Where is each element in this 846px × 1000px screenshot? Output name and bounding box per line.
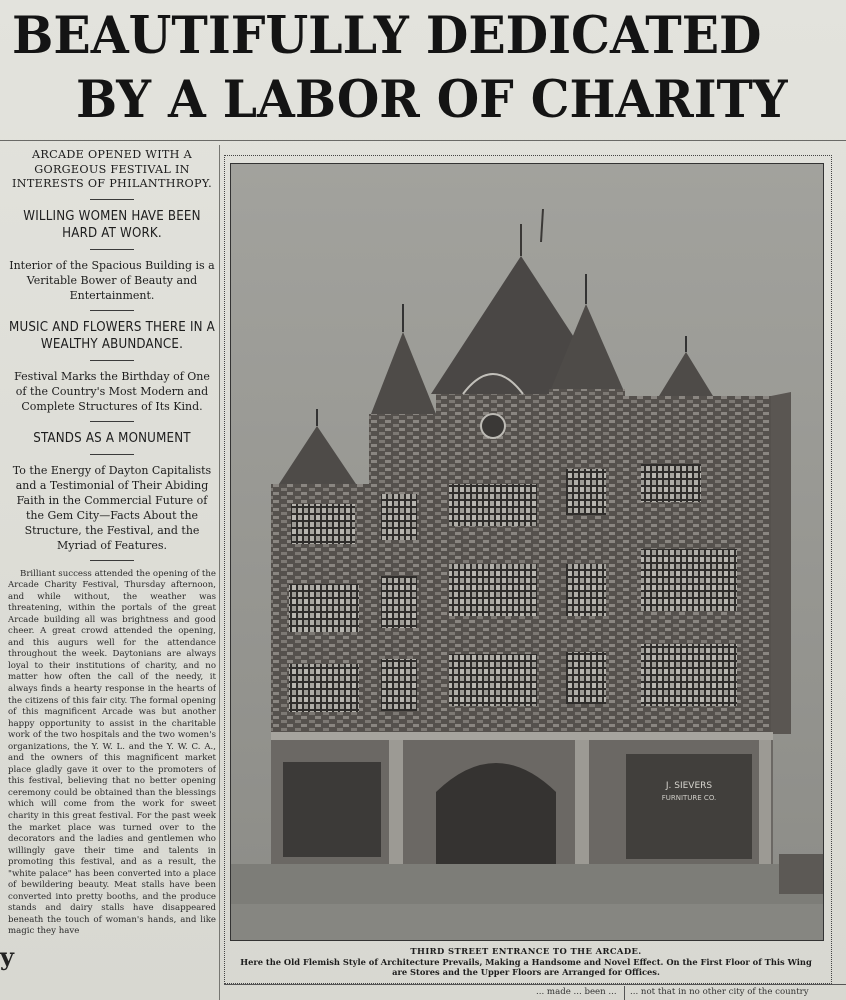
- deck-separator: [90, 360, 134, 361]
- arcade-building-photo: [231, 164, 823, 940]
- store-sign-line1: J. SIEVERS: [665, 781, 713, 791]
- deck-3: Interior of the Spacious Building is a Veritable Bower of Beauty and Entertainment.: [9, 258, 215, 302]
- deck-2: WILLING WOMEN HAVE BEEN HARD AT WORK.: [23, 208, 201, 241]
- article-body: Brilliant success attended the opening of the Arcade Charity Festival, Thursday afternoon, and while without, the weather was threatening, within the portals of the great Arcade building all was brightness and good cheer. A great crowd attended the opening, and this augurs well for the attendance throughout the week. Daytonians are always loyal to their institutions of charity, and no matter how often the call of the needy, it always finds a hearty response in the hearts of the citizens of this fair city. The formal opening of this magnificent Arcade was but another happy opportunity to assist in the charitable work of the two hospitals and the two women's organizations, the Y. W. L. and the Y. W. C. A., and the owners of this magnificent market place gladly gave it over to the promoters of this festival, believing that no better opening ceremony could be obtained than the blessings which will come from the work for sweet charity in this great festival. For the past week the market place was turned over to the decorators and the ladies and gentlemen who willingly gave their time and talents in promoting this festival, and as a result, the "white palace" has been converted into a place of bewildering beauty. Meat stalls have been converted into pretty booths, and the produce stands and dairy stalls have disappeared beneath the touch of woman's hands, and like magic they have: [8, 568, 216, 937]
- column-rule: [219, 145, 220, 1000]
- edge-letter: y: [0, 942, 14, 971]
- deck-separator: [90, 199, 134, 200]
- deck-4: MUSIC AND FLOWERS THERE IN A WEALTHY ABUNDANCE.: [9, 319, 215, 352]
- deck-separator: [90, 421, 134, 422]
- photo-caption-text: Here the Old Flemish Style of Architecture Prevails, Making a Handsome and Novel Effect. On the First Floor of This Wing are Stores and the Upper Floors are Arranged for Offices.: [240, 957, 812, 977]
- deck-separator: [90, 249, 134, 250]
- deck-separator: [90, 454, 134, 455]
- headline-line-2: BY A LABOR OF CHARITY: [76, 70, 788, 130]
- left-column: [8, 148, 216, 1000]
- deck-7: To the Energy of Dayton Capitalists and a Testimonial of Their Abiding Faith in the Commercial Future of the Gem City—Facts About the Structure, the Festival, and the Myriad of Features.: [12, 463, 212, 552]
- bottom-rule: [224, 984, 846, 985]
- deck-6: STANDS AS A MONUMENT: [33, 430, 191, 446]
- headline-rule: [0, 140, 846, 141]
- picture-frame: [230, 163, 824, 941]
- deck-separator: [90, 560, 134, 561]
- photo-caption-title: THIRD STREET ENTRANCE TO THE ARCADE.: [410, 946, 642, 956]
- footer-text-fragment: ... made ... been ...: [536, 987, 617, 997]
- footer-text-fragment: ... not that in no other city of the country: [630, 987, 809, 997]
- headline-line-1: BEAUTIFULLY DEDICATED: [12, 6, 762, 66]
- deck-5: Festival Marks the Birthday of One of the Country's Most Modern and Complete Structures of Its Kind.: [14, 369, 210, 413]
- deck-separator: [90, 310, 134, 311]
- footer-column-divider: [624, 986, 625, 1000]
- deck-1: ARCADE OPENED WITH A GORGEOUS FESTIVAL IN INTERESTS OF PHILANTHROPY.: [12, 148, 212, 190]
- store-sign-line2: FURNITURE CO.: [661, 794, 717, 802]
